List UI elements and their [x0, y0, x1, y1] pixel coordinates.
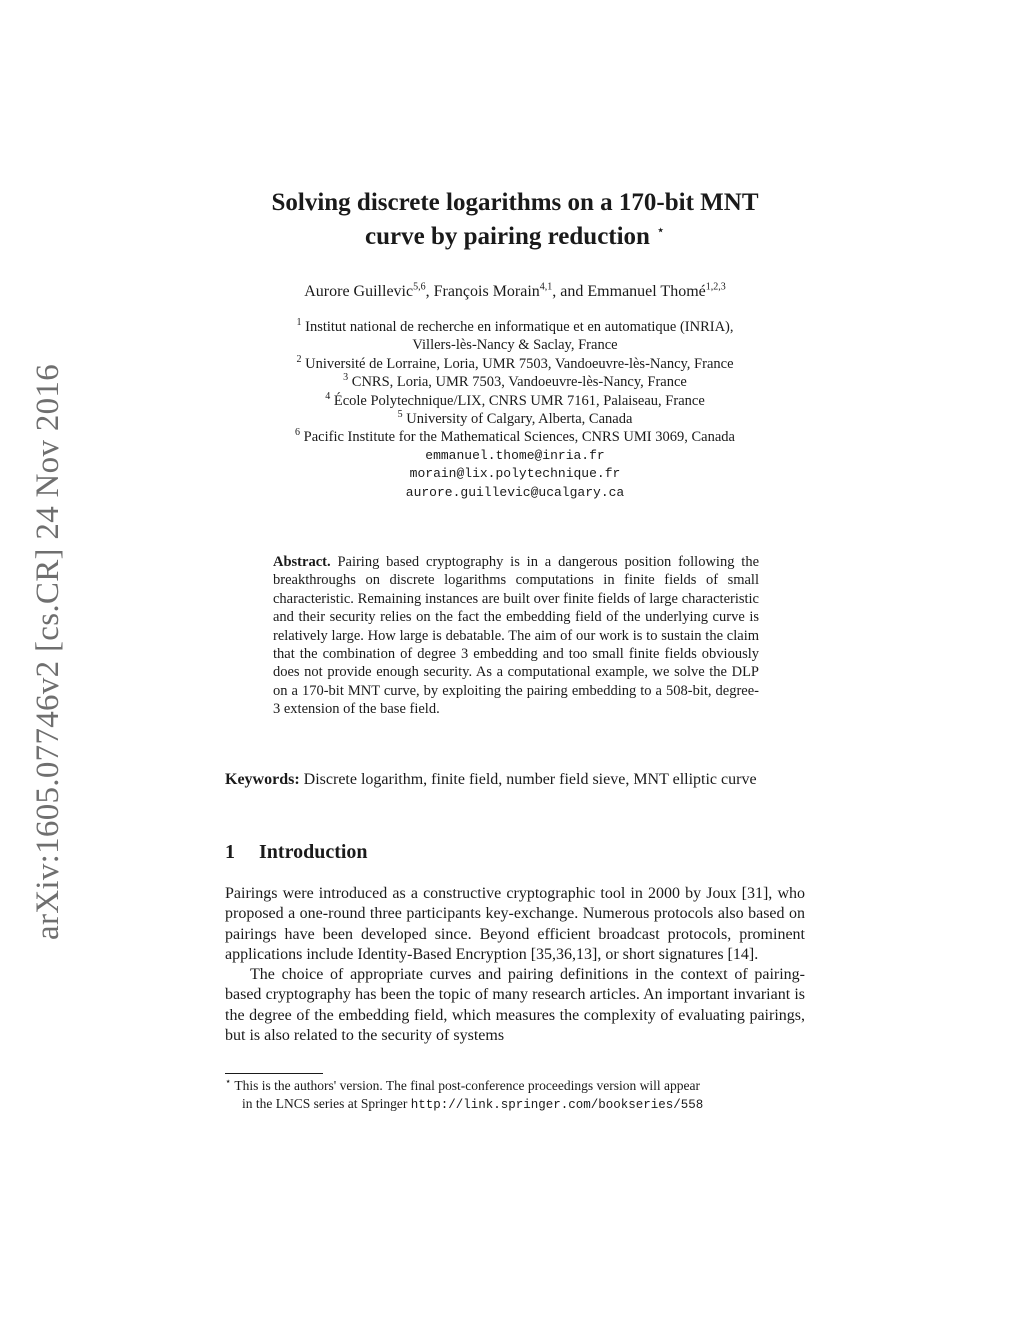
- paragraph: Pairings were introduced as a constructive cryptographic tool in 2000 by Joux [31], who proposed a one-round three participants key-exchange. Numerous protocols also based on pairings have been developed since. Beyond efficient broadcast protocols, prominent applications include Identity-Based Encryption [35,36,13], or short signatures [14].: [225, 885, 805, 963]
- affiliation-number: 3: [343, 372, 349, 384]
- body-text: [225, 884, 805, 1046]
- section-heading: [225, 841, 368, 864]
- affiliation-item: [200, 428, 830, 446]
- keywords: [225, 770, 805, 790]
- affiliation-item: [200, 336, 830, 354]
- title-line-2: curve by pairing reduction: [365, 223, 650, 250]
- affiliation-number: 4: [325, 390, 331, 402]
- author-separator: ,: [425, 283, 434, 300]
- affiliation-text: Pacific Institute for the Mathematical Sciences, CNRS UMI 3069, Canada: [303, 429, 735, 446]
- author-name: Emmanuel Thomé: [587, 283, 706, 300]
- affiliation-item: [200, 410, 830, 428]
- affiliation-text: CNRS, Loria, UMR 7503, Vandoeuvre-lès-Nancy, France: [351, 374, 687, 391]
- footnote-mark: ⋆: [225, 1076, 232, 1088]
- footnote-text: This is the authors' version. The final post-conference proceedings version will appear: [234, 1078, 700, 1093]
- title-footnote-mark: ⋆: [656, 223, 665, 239]
- affiliation-item: [200, 355, 830, 373]
- affiliation-item: [200, 392, 830, 410]
- footnote-url-link[interactable]: http://link.springer.com/bookseries/558: [410, 1098, 704, 1112]
- footnote: [225, 1077, 805, 1114]
- section-number: 1: [225, 841, 235, 863]
- footnote-divider: [225, 1073, 323, 1074]
- abstract-text: Pairing based cryptography is in a dangerous position following the breakthroughs on discrete logarithms computations in finite fields of small characteristic. Remaining instances are built over finite fields of large characteristic and their security relies on the fact the embedding field of the underlying curve is relatively large. How large is debatable. The aim of our work is to sustain the claim that the combination of degree 3 embedding and too small finite fields obviously does not provide enough security. As a computational example, we solve the DLP on a 170-bit MNT curve, by exploiting the pairing embedding to a 508-bit, degree-3 extension of the base field.: [273, 554, 760, 718]
- affiliation-number: 2: [296, 353, 302, 365]
- affiliation-text: Institut national de recherche en informatique et en automatique (INRIA),: [305, 319, 734, 335]
- affiliation-text: Villers-lès-Nancy & Saclay, France: [412, 337, 618, 354]
- paragraph: The choice of appropriate curves and pairing definitions in the context of pairing-based cryptography has been the topic of many research articles. An important invariant is the degree of the embedding field, which measures the complexity of evaluating pairings, but is also related to the security of systems: [225, 966, 805, 1045]
- affiliation-list: [200, 318, 830, 502]
- email-link[interactable]: morain@lix.polytechnique.fr: [409, 466, 621, 482]
- affiliation-item: [200, 318, 830, 336]
- affiliation-text: École Polytechnique/LIX, CNRS UMR 7161, Palaiseau, France: [333, 392, 705, 409]
- keywords-text: Discrete logarithm, finite field, number field sieve, MNT elliptic curve: [303, 771, 757, 788]
- affiliation-text: University of Calgary, Alberta, Canada: [406, 411, 633, 428]
- footnote-text-2: in the LNCS series at Springer: [242, 1096, 408, 1111]
- section-title: Introduction: [259, 841, 368, 863]
- author-affiliation-ref: 5,6: [413, 281, 426, 293]
- affiliation-item: [200, 373, 830, 391]
- keywords-label: Keywords:: [225, 771, 300, 788]
- author-separator: , and: [552, 283, 588, 300]
- affiliation-number: 6: [295, 427, 301, 439]
- author-list: [200, 283, 830, 301]
- email-link[interactable]: aurore.guillevic@ucalgary.ca: [405, 484, 625, 500]
- author-affiliation-ref: 4,1: [539, 281, 553, 293]
- affiliation-text: Université de Lorraine, Loria, UMR 7503, Vandoeuvre-lès-Nancy, France: [305, 355, 734, 372]
- email-link[interactable]: emmanuel.thome@inria.fr: [425, 447, 605, 463]
- affiliation-number: 5: [397, 409, 403, 421]
- affiliation-number: 1: [296, 317, 302, 329]
- footnote-line-2: [225, 1095, 805, 1114]
- abstract-label: Abstract.: [273, 554, 331, 570]
- author-name: Aurore Guillevic: [304, 283, 414, 300]
- arxiv-identifier: arXiv:1605.07746v2 [cs.CR] 24 Nov 2016: [30, 363, 66, 940]
- paper-title: [200, 186, 830, 254]
- author-name: François Morain: [433, 283, 540, 300]
- abstract: [273, 553, 759, 719]
- footnote-line-1: [225, 1077, 805, 1095]
- author-affiliation-ref: 1,2,3: [705, 281, 726, 293]
- title-line-1: Solving discrete logarithms on a 170-bit MNT: [271, 189, 759, 216]
